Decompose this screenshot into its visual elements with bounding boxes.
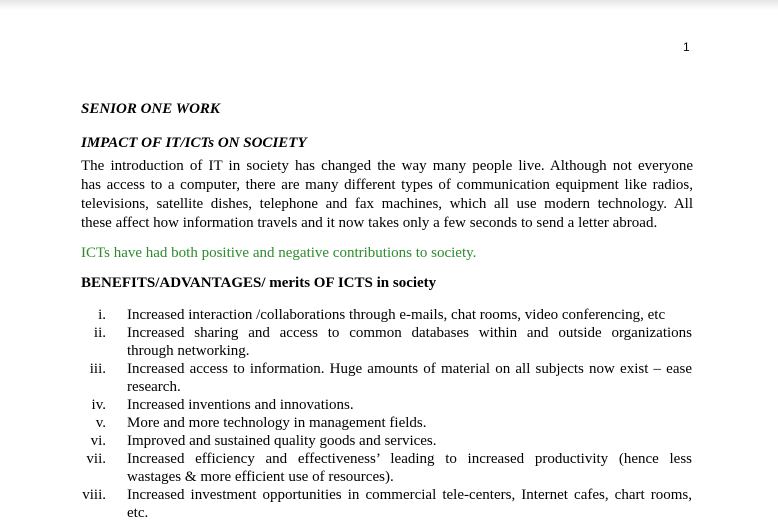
list-item-text <box>127 432 692 450</box>
intro-line: these affect how information travels and it now takes only a few seconds to send a letter abroad. <box>81 215 658 231</box>
list-line: Increased inventions and innovations. <box>127 397 354 413</box>
list-item-text <box>127 324 692 360</box>
list-line: Increased efficiency and effectiveness’ leading to increased productivity (hence less <box>127 451 692 467</box>
list-item-text <box>127 414 692 432</box>
list-item-text <box>127 396 692 414</box>
list-number: ii. <box>93 325 106 341</box>
benefits-heading: BENEFITS/ADVANTAGES/ merits OF ICTS in society <box>81 275 437 291</box>
list-line: Increased access to information. Huge amounts of material on all subjects now exist – ease <box>127 361 692 377</box>
list-line: Increased investment opportunities in commercial tele-centers, Internet cafes, chart rooms, <box>127 487 692 503</box>
list-item-text <box>127 450 692 486</box>
class-heading: SENIOR ONE WORK <box>81 101 220 117</box>
list-number: vii. <box>86 451 106 467</box>
list-line: wastages & more efficient use of resources). <box>127 469 394 485</box>
list-line: Increased interaction /collaborations through e-mails, chat rooms, video conferencing, etc <box>127 307 666 323</box>
list-line: Improved and sustained quality goods and services. <box>127 433 437 449</box>
list-item-text <box>127 486 692 522</box>
list-item-text <box>127 306 692 324</box>
intro-line: The introduction of IT in society has changed the way many people live. Although not everyone <box>81 158 693 174</box>
list-number: viii. <box>82 487 106 503</box>
intro-line: televisions, satellite dishes, telephone and fax machines, which all use modern technology. All <box>81 196 693 212</box>
list-number: v. <box>95 415 106 431</box>
list-line: through networking. <box>127 343 250 359</box>
page-number: 1 <box>683 40 690 54</box>
list-number: iv. <box>91 397 106 413</box>
list-item-text <box>127 360 692 396</box>
intro-line: has access to a computer, there are many different types of communication equipment like radios, <box>81 177 693 193</box>
list-number: iii. <box>89 361 106 377</box>
intro-paragraph <box>81 157 693 233</box>
list-line: More and more technology in management fields. <box>127 415 427 431</box>
list-line: Increased sharing and access to common databases within and outside organizations <box>127 325 692 341</box>
list-line: etc. <box>127 505 149 521</box>
list-number: vi. <box>90 433 106 449</box>
list-number: i. <box>98 307 106 323</box>
list-line: research. <box>127 379 181 395</box>
contribution-statement: ICTs have had both positive and negative contributions to society. <box>81 245 477 261</box>
topic-heading: IMPACT OF IT/ICTs ON SOCIETY <box>81 135 307 151</box>
